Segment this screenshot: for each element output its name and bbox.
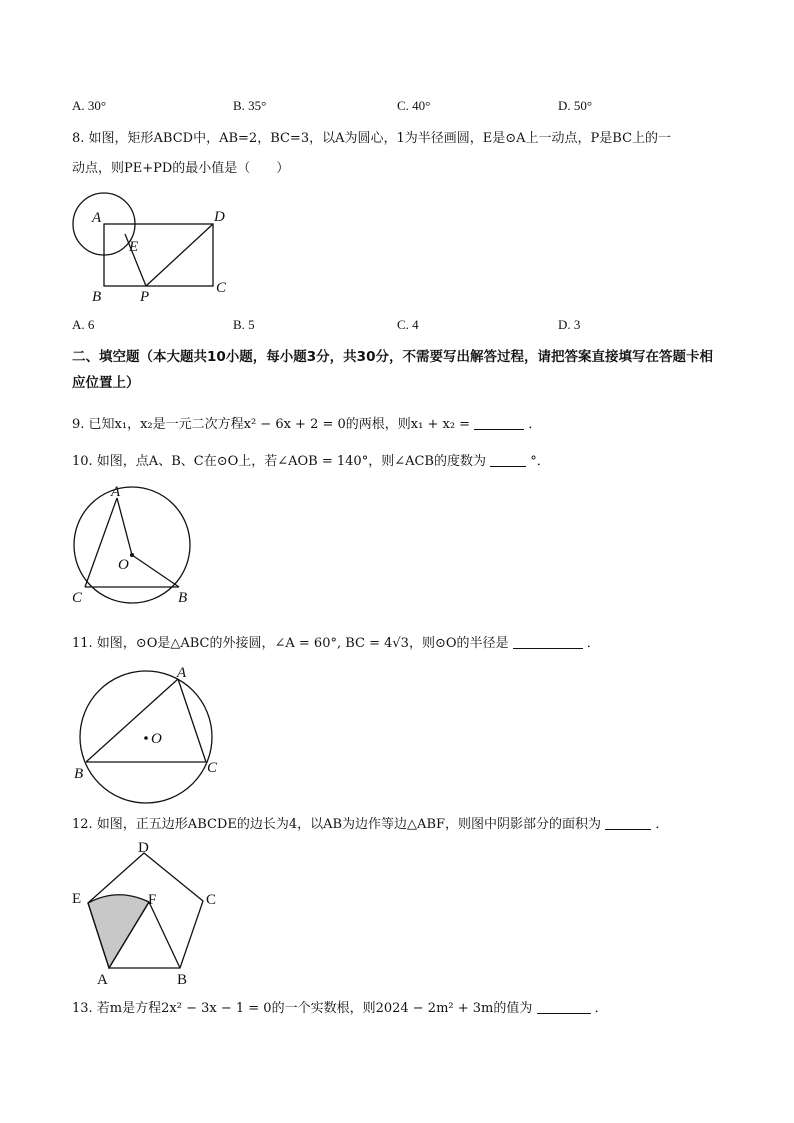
- label-a: A: [177, 666, 187, 681]
- q10-figure: [68, 484, 198, 606]
- q10-end: °．: [530, 454, 550, 469]
- q7-options: [0, 98, 794, 118]
- q8-stem-line2: 动点，则PE+PD的最小值是（ ）: [72, 161, 290, 176]
- q7-option-a[interactable]: A. 30°: [72, 98, 107, 113]
- q12-figure: [66, 836, 226, 988]
- q12-stem: [72, 815, 668, 835]
- q13-answer-blank[interactable]: [537, 999, 591, 1014]
- segment-fb: [149, 902, 180, 968]
- label-a: A: [111, 484, 121, 500]
- segment-ac: [85, 498, 117, 587]
- label-a: A: [92, 210, 102, 226]
- q8-option-d[interactable]: D. 3: [558, 317, 581, 332]
- q9-stem: [72, 415, 541, 435]
- q8-option-c[interactable]: C. 4: [397, 317, 419, 332]
- q9-answer-blank[interactable]: [474, 415, 524, 430]
- label-c: C: [207, 760, 218, 776]
- segment-ob: [132, 555, 179, 587]
- label-e: E: [129, 239, 139, 255]
- label-p: P: [140, 289, 150, 305]
- q11-end: ．: [586, 636, 600, 651]
- q7-option-b[interactable]: B. 35°: [233, 98, 267, 113]
- q11-text: 11. 如图，⊙O是△ABC的外接圆，∠A = 60°, BC = 4√3，则⊙O的半径是: [72, 636, 509, 651]
- segment-pd: [146, 224, 213, 286]
- label-o: O: [118, 557, 129, 573]
- label-d: D: [214, 209, 225, 225]
- label-e: E: [72, 891, 82, 907]
- q11-figure: [70, 666, 226, 808]
- label-c: C: [216, 280, 227, 296]
- label-c: C: [72, 590, 83, 606]
- q12-answer-blank[interactable]: [605, 815, 651, 830]
- q9-end: ．: [528, 417, 542, 432]
- section-heading: 二、填空题（本大题共10小题，每小题3分，共30分，不需要写出解答过程，请把答案直接填写在答题卡相应位置上）: [72, 349, 713, 391]
- q8-figure: [70, 190, 240, 310]
- label-a: A: [97, 972, 108, 988]
- rectangle-abcd: [104, 224, 213, 286]
- q8-option-b[interactable]: B. 5: [233, 317, 255, 332]
- q11-answer-blank[interactable]: [513, 634, 583, 649]
- q9-text: 9. 已知x₁，x₂是一元二次方程x² − 6x + 2 = 0的两根，则x₁ + x₂ =: [72, 417, 471, 432]
- q7-option-c[interactable]: C. 40°: [397, 98, 431, 113]
- q8-options: [0, 317, 794, 337]
- label-f: F: [148, 892, 157, 908]
- q10-answer-blank[interactable]: [490, 452, 526, 467]
- label-b: B: [177, 972, 188, 988]
- q10-text: 10. 如图，点A、B、C在⊙O上，若∠AOB = 140°，则∠ACB的度数为: [72, 454, 486, 469]
- center-o: [144, 736, 148, 740]
- label-o: O: [151, 731, 162, 747]
- label-b: B: [92, 289, 102, 305]
- q7-option-d[interactable]: D. 50°: [558, 98, 593, 113]
- q12-text: 12. 如图，正五边形ABCDE的边长为4，以AB为边作等边△ABF，则图中阴影部分的面积为: [72, 817, 602, 832]
- segment-ca: [178, 679, 206, 762]
- q12-end: ．: [655, 817, 669, 832]
- q8-stem-line1: 8. 如图，矩形ABCD中，AB=2，BC=3，以A为圆心，1为半径画圆，E是⊙A上一动点，P是BC上的一: [72, 131, 672, 146]
- q13-stem: [72, 999, 608, 1019]
- segment-ab: [86, 679, 178, 762]
- q13-text: 13. 若m是方程2x² − 3x − 1 = 0的一个实数根，则2024 − 2m² + 3m的值为: [72, 1001, 533, 1016]
- label-c: C: [206, 892, 217, 908]
- q8-option-a[interactable]: A. 6: [72, 317, 95, 332]
- circle-o: [74, 487, 190, 603]
- label-b: B: [178, 590, 188, 606]
- segment-ao: [117, 498, 132, 555]
- q10-stem: [72, 452, 550, 472]
- q13-end: ．: [594, 1001, 608, 1016]
- label-d: D: [138, 840, 149, 856]
- q11-stem: [72, 634, 600, 654]
- center-o: [130, 553, 134, 557]
- label-b: B: [74, 766, 84, 782]
